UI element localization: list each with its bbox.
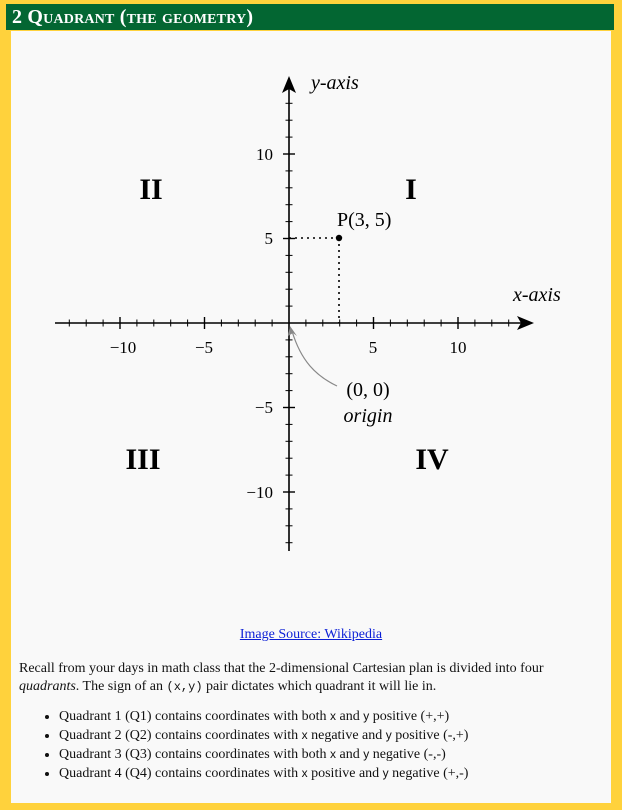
list-item: [59, 707, 622, 726]
image-source: [11, 627, 611, 643]
list-text: Quadrant 3 (Q3) contains coordinates with both: [59, 747, 330, 762]
quadrant-label-3: III: [125, 443, 161, 476]
y-tick-label: −5: [254, 398, 273, 417]
intro-code: (x,y): [166, 680, 203, 694]
intro-text: pair dictates which quadrant it will lie in.: [202, 679, 437, 694]
list-text: Quadrant 4 (Q4) contains coordinates with: [59, 766, 302, 781]
x-tick-label: −5: [194, 338, 214, 357]
list-text: positive (+,+): [369, 709, 450, 724]
list-var: y: [363, 709, 370, 723]
list-item: [59, 745, 622, 764]
quadrant-figure: [11, 31, 611, 611]
list-text: negative (-,-): [369, 747, 446, 762]
list-var: x: [330, 709, 336, 723]
list-text: and: [336, 747, 364, 762]
list-var: y: [382, 766, 389, 780]
image-source-link[interactable]: Image Source: Wikipedia: [239, 627, 383, 642]
intro-text: Recall from your days in math class that the 2-dimensional Cartesian plan is divided into four: [19, 661, 544, 676]
list-item: [59, 764, 622, 783]
quadrant-label-4: IV: [415, 443, 449, 476]
list-text: Quadrant 1 (Q1) contains coordinates with both: [59, 709, 330, 724]
y-tick-label: 5: [264, 229, 273, 248]
point-label: P(3, 5): [337, 209, 392, 231]
intro-text: . The sign of an: [75, 679, 167, 694]
origin-coord-label: (0, 0): [346, 379, 390, 401]
point-p: [336, 235, 342, 241]
intro-emphasis: quadrants: [19, 679, 76, 694]
list-var: x: [301, 766, 308, 780]
list-text: Quadrant 2 (Q2) contains coordinates with: [59, 728, 302, 743]
list-var: x: [330, 747, 336, 761]
list-var: y: [385, 728, 392, 742]
x-axis-label: x-axis: [513, 284, 561, 306]
list-var: y: [363, 747, 370, 761]
y-tick-label: 10: [256, 145, 273, 164]
y-axis-label: y-axis: [311, 72, 359, 94]
list-text: and: [336, 709, 364, 724]
x-tick-label: 5: [368, 338, 378, 357]
origin-pointer: [292, 331, 337, 386]
list-text: negative and: [307, 728, 386, 743]
quadrant-label-1: I: [405, 173, 417, 206]
quadrant-label-2: II: [139, 173, 163, 206]
x-tick-label: −10: [109, 338, 137, 357]
section-title: 2 Quadrant (the geometry): [6, 4, 614, 30]
list-item: [59, 726, 622, 745]
list-text: positive and: [307, 766, 383, 781]
y-tick-label: −10: [246, 483, 273, 502]
quadrant-list: [19, 707, 622, 783]
list-var: x: [301, 728, 308, 742]
intro-paragraph: [19, 660, 607, 696]
content-panel: [11, 31, 611, 803]
origin-word-label: origin: [343, 405, 393, 427]
list-text: positive (-,+): [391, 728, 469, 743]
x-tick-label: 10: [449, 338, 467, 357]
list-text: negative (+,-): [388, 766, 469, 781]
